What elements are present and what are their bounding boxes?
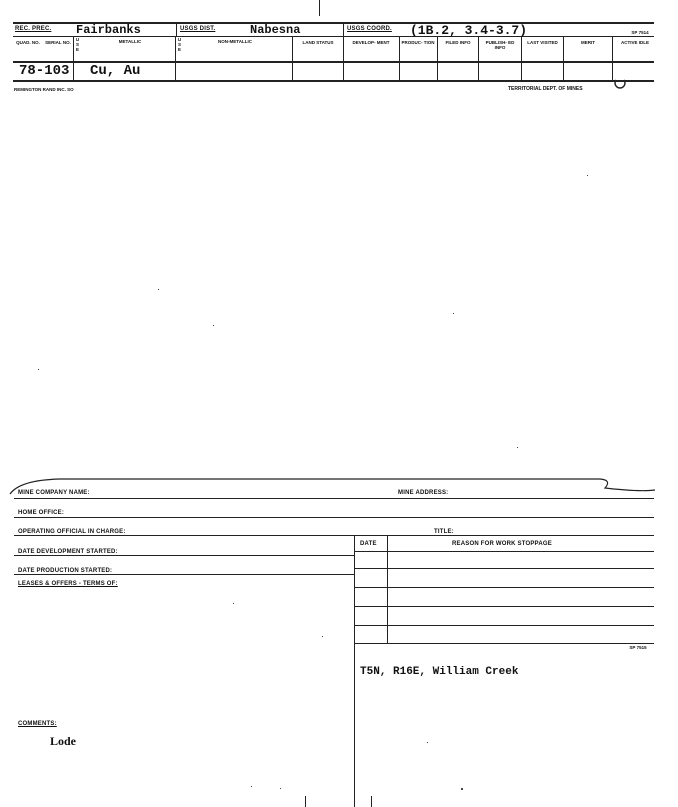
mine-address-label: MINE ADDRESS: <box>398 490 449 496</box>
col-production: PRODUC- TION <box>401 40 435 45</box>
speck <box>251 786 252 787</box>
speck <box>158 289 159 290</box>
date-development-label: DATE DEVELOPMENT STARTED: <box>18 549 118 555</box>
col-development: DEVELOP- MENT <box>352 40 390 45</box>
leases-label: LEASES & OFFERS - TERMS OF: <box>18 581 118 587</box>
metallic-value: Cu, Au <box>90 63 141 79</box>
col-land-status: LAND STATUS <box>302 40 334 45</box>
header-card <box>0 0 678 100</box>
col-non-metallic: NON-METALLIC <box>218 39 252 44</box>
rec-prec-label: REC. PREC. <box>15 26 52 32</box>
lower-form-code: SP 7515 <box>629 645 647 650</box>
mine-company-name-label: MINE COMPANY NAME: <box>18 490 90 496</box>
col-last-visited: LAST VISITED <box>527 40 558 45</box>
speck <box>322 636 323 637</box>
card-top-edge <box>0 470 678 500</box>
department-label: TERRITORIAL DEPT. OF MINES <box>508 86 583 92</box>
speck <box>427 742 428 743</box>
title-label: TITLE: <box>434 529 454 535</box>
col-serial-no: SERIAL NO. <box>45 40 71 45</box>
usgs-dist-label: USGS DIST. <box>180 26 216 32</box>
crop-mark-bottom-right <box>371 796 372 807</box>
date-header: DATE <box>360 541 377 547</box>
comments-label: COMMENTS: <box>18 721 57 727</box>
speck <box>38 369 39 370</box>
col-published-info: PUBLISH- ED INFO <box>485 40 515 50</box>
col-metallic: METALLIC <box>118 39 142 44</box>
col-use-metallic: U S E <box>75 37 80 52</box>
lower-card <box>0 470 678 807</box>
speck <box>453 313 454 314</box>
usgs-dist-value: Nabesna <box>250 23 301 37</box>
col-quad-no: QUAD. NO. <box>16 40 40 45</box>
printer-label: REMINGTON RAND INC. SO <box>14 87 74 92</box>
comments-value: Lode <box>50 734 77 748</box>
date-production-label: DATE PRODUCTION STARTED: <box>18 568 113 574</box>
speck <box>213 325 214 326</box>
header-form-code: SP 7514 <box>631 30 649 35</box>
rec-prec-value: Fairbanks <box>76 23 141 37</box>
col-filed-info: FILED INFO <box>445 40 471 45</box>
col-active-idle: ACTIVE IDLE <box>620 40 649 45</box>
quad-serial-value: 78-103 <box>19 63 70 79</box>
col-merit: MERIT <box>581 40 595 45</box>
usgs-coord-value: (1B.2, 3.4-3.7) <box>410 23 528 38</box>
usgs-coord-label: USGS COORD. <box>347 26 392 32</box>
speck <box>517 447 518 448</box>
speck <box>587 175 588 176</box>
crop-mark-bottom-left <box>305 796 306 807</box>
operating-official-label: OPERATING OFFICIAL IN CHARGE: <box>18 529 126 535</box>
reason-header: REASON FOR WORK STOPPAGE <box>452 541 552 547</box>
home-office-label: HOME OFFICE: <box>18 510 65 516</box>
speck <box>461 788 463 790</box>
location-value: T5N, R16E, William Creek <box>360 666 519 678</box>
speck <box>280 788 281 789</box>
col-use-non-metallic: U S E <box>177 37 182 52</box>
speck <box>233 603 234 604</box>
